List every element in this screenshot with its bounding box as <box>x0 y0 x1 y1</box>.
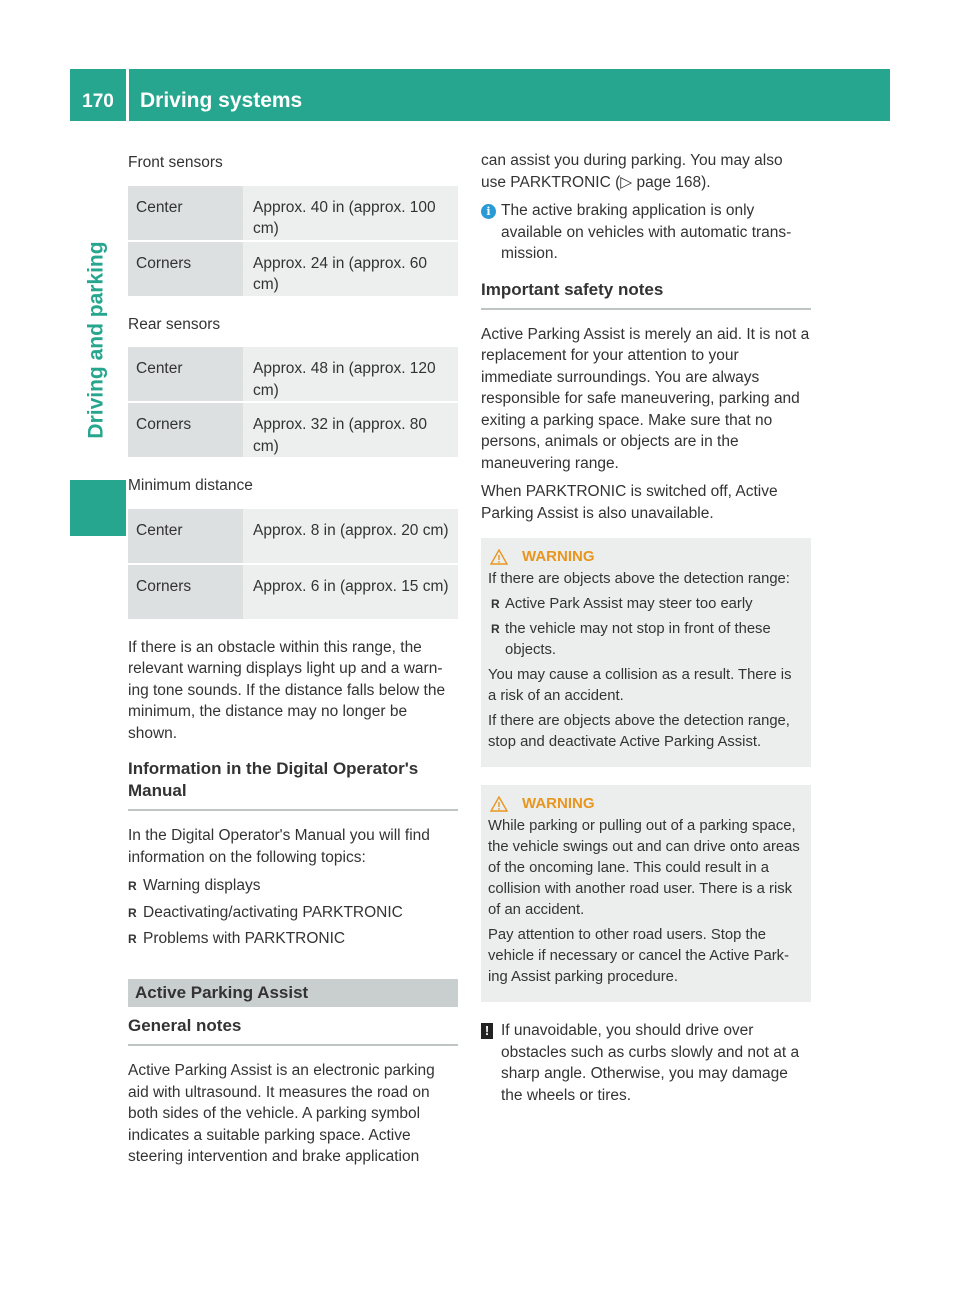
list-item <box>488 619 803 661</box>
continued-paragraph: can assist you during parking. You may also use PARKTRONIC (▷ page 168). <box>481 152 783 191</box>
side-tab <box>70 210 126 470</box>
safety-paragraph-2: When PARKTRONIC is switched off, Active Parking Assist is also unavailable. <box>481 483 778 522</box>
caution-note-text: If unavoidable, you should drive over obstacles such as curbs slowly and not at a sharp angle. Otherwise, you may damage the wheels or tires. <box>501 1022 800 1104</box>
table-row <box>128 509 458 563</box>
rear-sensors-label: Rear sensors <box>128 315 221 333</box>
table-cell-range: Approx. 6 in (approx. 15 cm) <box>243 565 458 619</box>
header-divider <box>126 69 129 121</box>
warning-text: Pay attention to other road users. Stop the vehicle if necessary or cancel the Active Park-ing Assist parking procedure. <box>488 927 790 985</box>
table-cell-location: Corners <box>128 403 243 457</box>
general-notes-paragraph: Active Parking Assist is an electronic parking aid with ultrasound. It measures the road on both sides of the vehicle. A parking symbol indicates a suitable parking space. Active steering intervention and brake application <box>128 1062 435 1165</box>
table-cell-range: Approx. 24 in (approx. 60 cm) <box>243 242 458 296</box>
warning-text: You may cause a collision as a result. There is a risk of an accident. <box>488 667 792 704</box>
warning-text: If there are objects above the detection range, stop and deactivate Active Parking Assist. <box>488 713 790 750</box>
list-item <box>128 902 458 925</box>
chapter-title: Driving systems <box>140 89 303 112</box>
warning-text: While parking or pulling out of a parking space, the vehicle swings out and can drive onto areas of the oncoming lane. This could result in a collision with another road user. There is a risk of an accident. <box>488 818 800 918</box>
info-icon: i <box>481 204 496 219</box>
safety-paragraph-1: Active Parking Assist is merely an aid. It is not a replacement for your attention to your immediate surroundings. You are always responsible for safe maneuvering, parking and exiting a parking space. Make sure that no persons, animals or objects are in the maneuvering range. <box>481 325 810 472</box>
table-cell-range: Approx. 8 in (approx. 20 cm) <box>243 509 458 563</box>
table-row <box>128 186 458 240</box>
warning-box <box>481 538 811 767</box>
warning-text: If there are objects above the detection range: <box>488 571 790 587</box>
list-item-text: the vehicle may not stop in front of these objects. <box>505 621 771 658</box>
info-note-text: The active braking application is only available on vehicles with automatic trans-mission. <box>501 202 792 262</box>
caution-note <box>481 1020 811 1106</box>
list-item <box>128 928 458 951</box>
table-row <box>128 242 458 296</box>
warning-box <box>481 785 811 1002</box>
front-sensors-label: Front sensors <box>128 154 223 171</box>
safety-heading: Important safety notes <box>481 279 811 310</box>
warning-triangle-icon <box>490 796 508 812</box>
warning-triangle-icon <box>490 549 508 565</box>
section-heading: Active Parking Assist <box>128 979 458 1008</box>
side-tab-label: Driving and parking <box>85 241 109 439</box>
table-cell-location: Center <box>128 509 243 563</box>
info-note <box>481 200 811 265</box>
info-heading: Information in the Digital Operator's Manual <box>128 758 458 811</box>
exclamation-icon: ! <box>481 1023 493 1039</box>
table-cell-range: Approx. 32 in (approx. 80 cm) <box>243 403 458 457</box>
table-cell-range: Approx. 48 in (approx. 120 cm) <box>243 347 458 401</box>
general-notes-heading: General notes <box>128 1015 458 1046</box>
table-cell-location: Corners <box>128 242 243 296</box>
side-tab-marker <box>70 480 126 536</box>
list-item-text: Active Park Assist may steer too early <box>505 596 753 612</box>
warning-title: WARNING <box>522 795 595 812</box>
left-column <box>128 150 458 1175</box>
rear-sensors-table <box>128 347 458 457</box>
minimum-distance-table <box>128 509 458 619</box>
list-item <box>128 875 458 898</box>
right-column <box>481 150 811 1114</box>
bullet-marker: R <box>128 932 137 946</box>
obstacle-paragraph: If there is an obstacle within this range, the relevant warning displays light up and a warn-ing tone sounds. If the distance falls below the minimum, the distance may no longer be shown. <box>128 638 446 742</box>
table-cell-location: Center <box>128 347 243 401</box>
bullet-marker: R <box>128 879 137 893</box>
list-item <box>488 594 803 615</box>
warning-title: WARNING <box>522 548 595 565</box>
bullet-marker: R <box>128 905 137 920</box>
table-row <box>128 403 458 457</box>
info-paragraph: In the Digital Operator's Manual you will find information on the following topics: <box>128 827 430 866</box>
minimum-distance-label: Minimum distance <box>128 477 253 494</box>
list-item-text: Problems with PARKTRONIC <box>143 930 346 947</box>
table-cell-location: Center <box>128 186 243 240</box>
table-cell-range: Approx. 40 in (approx. 100 cm) <box>243 186 458 240</box>
front-sensors-table <box>128 186 458 296</box>
bullet-marker: R <box>491 622 500 636</box>
table-row <box>128 347 458 401</box>
table-row <box>128 565 458 619</box>
table-cell-location: Corners <box>128 565 243 619</box>
list-item-text: Warning displays <box>143 877 261 894</box>
bullet-marker: R <box>491 597 500 611</box>
list-item-text: Deactivating/activating PARKTRONIC <box>143 903 403 921</box>
page-number: 170 <box>82 91 114 112</box>
